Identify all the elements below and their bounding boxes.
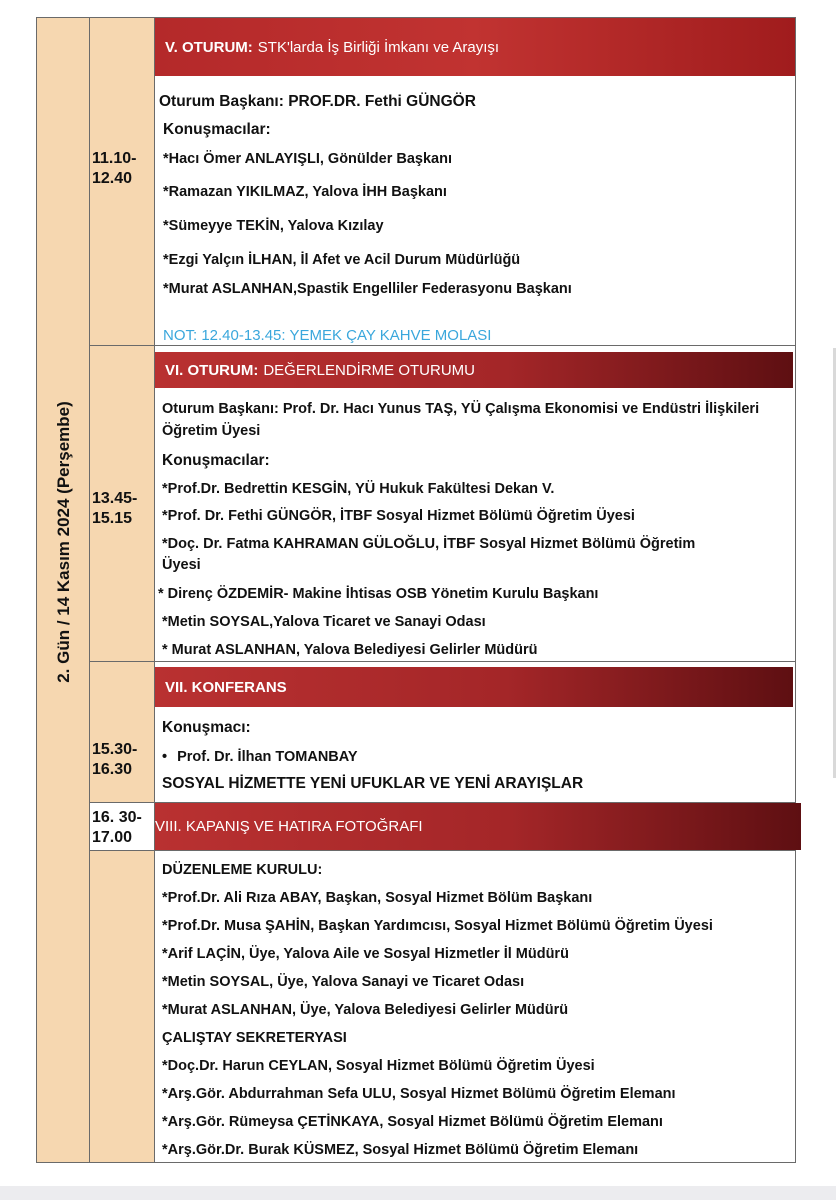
session-7-speaker: Prof. Dr. İlhan TOMANBAY [177, 749, 358, 765]
secretariat-member: *Arş.Gör. Abdurrahman Sefa ULU, Sosyal Hizmet Bölümü Öğretim Elemanı [162, 1086, 676, 1102]
secretariat-member: *Arş.Gör. Rümeysa ÇETİNKAYA, Sosyal Hizmet Bölümü Öğretim Elemanı [162, 1114, 663, 1130]
session-6-speaker: * Murat ASLANHAN, Yalova Belediyesi Gelirler Müdürü [162, 642, 538, 658]
time-s5 [92, 149, 136, 189]
session-6-speaker-cont: Üyesi [162, 557, 201, 573]
committee-member: *Prof.Dr. Ali Rıza ABAY, Başkan, Sosyal Hizmet Bölüm Başkanı [162, 890, 593, 906]
session-7-banner [155, 667, 793, 707]
committee-member: *Prof.Dr. Musa ŞAHİN, Başkan Yardımcısı, Sosyal Hizmet Bölümü Öğretim Üyesi [162, 918, 713, 934]
time-cell-s7 [89, 661, 155, 803]
session-6-chair-cont: Öğretim Üyesi [162, 423, 261, 439]
time-cell-s8 [89, 802, 155, 851]
committee-member: *Metin SOYSAL, Üye, Yalova Sanayi ve Ticaret Odası [162, 974, 525, 990]
committee-cell [154, 850, 796, 1163]
session-7-topic: SOSYAL HİZMETTE YENİ UFUKLAR VE YENİ ARAYIŞLAR [162, 775, 584, 792]
session-8-title: VIII. KAPANIŞ VE HATIRA FOTOĞRAFI [155, 818, 423, 835]
session-6-speaker: * Direnç ÖZDEMİR- Makine İhtisas OSB Yönetim Kurulu Başkanı [158, 586, 599, 602]
break-note: NOT: 12.40-13.45: YEMEK ÇAY KAHVE MOLASI [163, 327, 492, 344]
time-s6 [92, 489, 137, 529]
session-7-speaker-label: Konuşmacı: [162, 719, 251, 736]
session-5-chair: Oturum Başkanı: PROF.DR. Fethi GÜNGÖR [159, 93, 476, 110]
session-5-speaker: *Sümeyye TEKİN, Yalova Kızılay [163, 218, 384, 234]
session-6-speaker: *Doç. Dr. Fatma KAHRAMAN GÜLOĞLU, İTBF Sosyal Hizmet Bölümü Öğretim [162, 536, 696, 552]
session-6-banner [155, 352, 793, 388]
session-5-title: STK'larda İş Birliği İmkanı ve Arayışı [257, 38, 500, 56]
time-cell-s5 [89, 17, 155, 346]
session-7-speaker-line [162, 748, 358, 766]
session-6-title: DEĞERLENDİRME OTURUMU [263, 361, 476, 379]
session-7-title: VII. KONFERANS [165, 678, 287, 696]
session-5-speaker: *Ramazan YIKILMAZ, Yalova İHH Başkanı [163, 184, 447, 200]
time-s8 [92, 808, 142, 848]
secretariat-heading: ÇALIŞTAY SEKRETERYASI [162, 1030, 347, 1046]
session-5-speaker: *Murat ASLANHAN,Spastik Engelliler Federasyonu Başkanı [163, 281, 572, 297]
time-s6-end: 15.15 [92, 510, 133, 527]
session-6-speakers-label: Konuşmacılar: [162, 452, 270, 469]
committee-heading: DÜZENLEME KURULU: [162, 862, 323, 878]
time-s8-start: 16. 30- [92, 809, 142, 826]
session-6-speaker: *Prof. Dr. Fethi GÜNGÖR, İTBF Sosyal Hizmet Bölümü Öğretim Üyesi [162, 508, 635, 524]
session-6-speaker: *Prof.Dr. Bedrettin KESGİN, YÜ Hukuk Fakültesi Dekan V. [162, 481, 555, 497]
session-5-title-bold: V. OTURUM: [165, 38, 253, 56]
session-5-speaker: *Hacı Ömer ANLAYIŞLI, Gönülder Başkanı [163, 151, 453, 167]
session-5-speaker: *Ezgi Yalçın İLHAN, İl Afet ve Acil Durum Müdürlüğü [163, 252, 521, 268]
committee-member: *Arif LAÇİN, Üye, Yalova Aile ve Sosyal Hizmetler İl Müdürü [162, 946, 569, 962]
day-label: 2. Gün / 14 Kasım 2024 (Perşembe) [54, 401, 73, 683]
session-5-banner [155, 18, 795, 76]
bottom-bar [0, 1186, 836, 1200]
session-5 [154, 17, 796, 346]
committee-member: *Murat ASLANHAN, Üye, Yalova Belediyesi Gelirler Müdürü [162, 1002, 569, 1018]
session-6-title-bold: VI. OTURUM: [165, 361, 259, 379]
time-s7-end: 16.30 [92, 761, 133, 778]
time-s5-end: 12.40 [92, 170, 133, 187]
time-s6-start: 13.45- [92, 490, 138, 507]
time-s7 [92, 740, 137, 780]
secretariat-member: *Doç.Dr. Harun CEYLAN, Sosyal Hizmet Bölümü Öğretim Üyesi [162, 1058, 595, 1074]
time-s5-start: 11.10- [92, 150, 137, 167]
session-8-banner [155, 803, 801, 850]
time-cell-committee [89, 850, 155, 1163]
session-8 [154, 802, 796, 851]
session-6-chair: Oturum Başkanı: Prof. Dr. Hacı Yunus TAŞ, YÜ Çalışma Ekonomisi ve Endüstri İlişkileri [162, 401, 760, 417]
session-5-speakers-label: Konuşmacılar: [163, 121, 271, 138]
session-7 [154, 661, 796, 803]
time-s7-start: 15.30- [92, 741, 138, 758]
session-6-speaker: *Metin SOYSAL,Yalova Ticaret ve Sanayi Odası [162, 614, 486, 630]
session-6 [154, 345, 796, 662]
secretariat-member: *Arş.Gör.Dr. Burak KÜSMEZ, Sosyal Hizmet Bölümü Öğretim Elemanı [162, 1142, 639, 1158]
time-cell-s6 [89, 345, 155, 662]
time-s8-end: 17.00 [92, 829, 133, 846]
bullet-icon: • [162, 749, 168, 765]
